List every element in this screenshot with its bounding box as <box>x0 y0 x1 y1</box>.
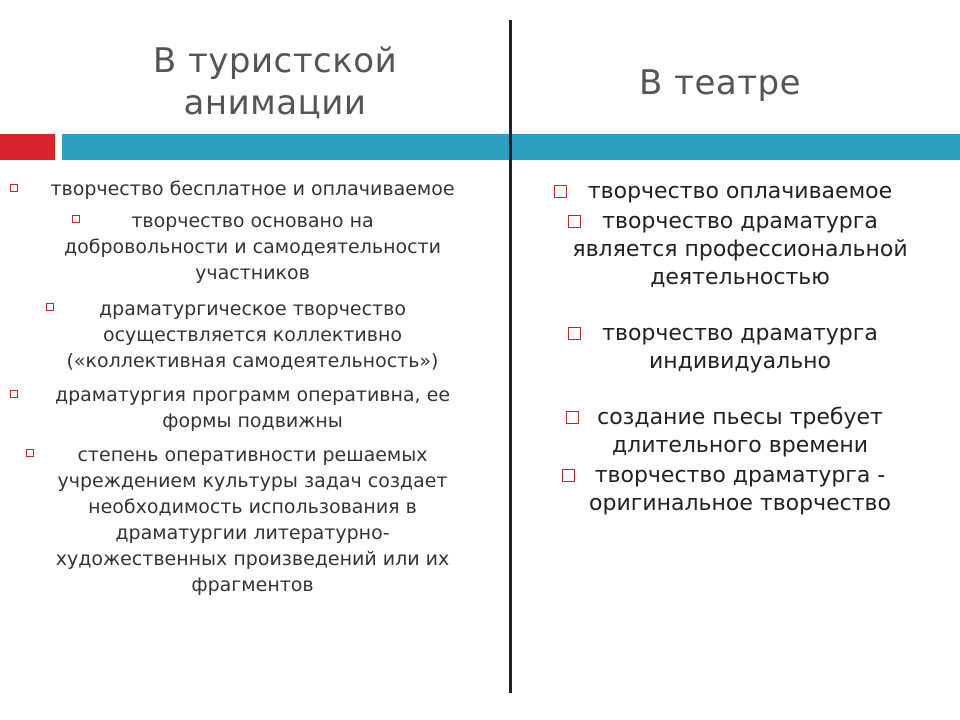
item-line: драматургия программ оперативна, ее <box>54 384 451 406</box>
left-title-line-2: анимации <box>183 83 367 123</box>
square-bullet-icon <box>72 215 80 223</box>
item-line: творчество драматурга - <box>594 463 886 488</box>
item-line: длительного времени <box>611 433 869 458</box>
item-line: участников <box>195 262 310 284</box>
left-column-title <box>30 40 520 124</box>
left-title-line-1: В туристской <box>152 41 398 81</box>
square-bullet-icon <box>554 185 567 198</box>
left-column-list <box>0 176 505 598</box>
right-list-item <box>530 178 950 206</box>
left-list-item <box>0 442 505 598</box>
right-column-list <box>530 178 950 518</box>
left-list-item <box>0 208 505 286</box>
item-line: творчество драматурга <box>602 321 878 346</box>
item-line: степень оперативности решаемых <box>77 444 428 466</box>
item-line: деятельностью <box>650 265 830 290</box>
square-bullet-icon <box>26 449 34 457</box>
item-line: является профессиональной <box>572 237 908 262</box>
square-bullet-icon <box>562 469 575 482</box>
right-list-item <box>530 404 950 460</box>
left-list-item <box>0 296 505 374</box>
item-line: творчество бесплатное и оплачиваемое <box>50 178 455 200</box>
right-list-item <box>530 208 950 292</box>
red-accent-bar <box>0 134 55 160</box>
item-line: осуществляется коллективно <box>102 324 403 346</box>
item-line: формы подвижны <box>162 410 343 432</box>
left-list-item <box>0 382 505 434</box>
item-line: («коллективная самодеятельность») <box>66 350 439 372</box>
item-line: творчество драматурга <box>602 209 878 234</box>
square-bullet-icon <box>10 390 18 398</box>
item-line: драматургическое творчество <box>99 298 406 320</box>
square-bullet-icon <box>46 303 54 311</box>
square-bullet-icon <box>568 215 581 228</box>
item-line: драматургии литературно- <box>115 522 390 544</box>
column-divider <box>509 20 512 693</box>
square-bullet-icon <box>10 184 18 192</box>
item-line: творчество основано на <box>131 210 374 232</box>
left-list-item <box>0 176 505 202</box>
square-bullet-icon <box>568 327 581 340</box>
item-line: добровольности и самодеятельности <box>64 236 441 258</box>
square-bullet-icon <box>566 411 579 424</box>
right-column-title: В театре <box>639 63 801 103</box>
right-list-item <box>530 320 950 376</box>
item-line: фрагментов <box>191 574 314 596</box>
item-line: художественных произведений или их <box>55 548 450 570</box>
item-line: творчество оплачиваемое <box>587 179 893 204</box>
item-line: оригинальное творчество <box>589 491 891 516</box>
right-list-item <box>530 462 950 518</box>
item-line: создание пьесы требует <box>597 405 883 430</box>
item-line: учреждением культуры задач создает <box>57 470 448 492</box>
item-line: необходимость использования в <box>88 496 417 518</box>
item-line: индивидуально <box>648 349 832 374</box>
